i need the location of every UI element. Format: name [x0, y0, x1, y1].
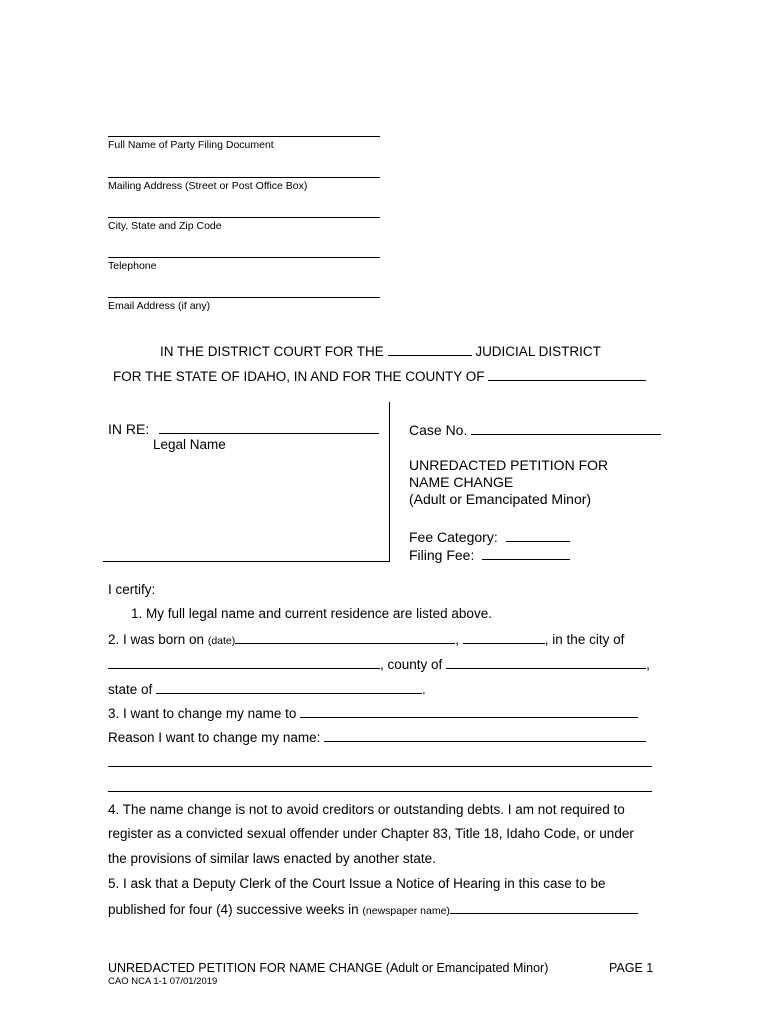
birth-date-blank[interactable]	[235, 630, 455, 644]
court-line1-end: JUDICIAL DISTRICT	[475, 344, 601, 359]
caption-divider	[389, 402, 390, 562]
telephone-label: Telephone	[108, 260, 157, 272]
certify-label: I certify:	[108, 582, 156, 597]
fee-category-blank[interactable]	[506, 528, 570, 542]
full-name-label: Full Name of Party Filing Document	[108, 139, 274, 151]
filing-fee-blank[interactable]	[482, 546, 570, 560]
legal-name-label: Legal Name	[153, 437, 226, 452]
item-2-line2: , county of ,	[108, 655, 650, 672]
court-line2-text: FOR THE STATE OF IDAHO, IN AND FOR THE COUNTY OF	[113, 369, 485, 384]
email-label: Email Address (if any)	[108, 300, 211, 312]
item-4-line3: the provisions of similar laws enacted by another state.	[108, 851, 436, 866]
full-name-line[interactable]	[108, 136, 380, 137]
reason-blank-2[interactable]	[108, 766, 652, 767]
case-no-row	[409, 421, 661, 438]
city-state-zip-label: City, State and Zip Code	[108, 220, 222, 232]
new-name-blank[interactable]	[300, 704, 638, 718]
item-5-line2	[108, 900, 638, 917]
court-heading-line1	[160, 342, 601, 359]
page-number: PAGE 1	[609, 961, 654, 975]
case-no-blank[interactable]	[471, 421, 661, 435]
in-re-row	[108, 420, 379, 437]
telephone-line[interactable]	[108, 257, 380, 258]
petition-title-line1: UNREDACTED PETITION FOR	[409, 457, 609, 473]
state-of-label: state of	[108, 682, 153, 697]
item-4-line2: register as a convicted sexual offender under Chapter 83, Title 18, Idaho Code, or under	[108, 826, 634, 841]
item-2-line1: 2. I was born on (date) , , in the city of	[108, 632, 625, 647]
birth-city-blank[interactable]	[108, 655, 380, 669]
in-re-name-blank[interactable]	[159, 420, 379, 434]
city-state-zip-line[interactable]	[108, 217, 380, 218]
court-line1-start: IN THE DISTRICT COURT FOR THE	[160, 344, 384, 359]
county-of-label: county of	[387, 657, 443, 672]
petition-title-line3: (Adult or Emancipated Minor)	[409, 491, 592, 507]
reason-label: Reason I want to change my name:	[108, 730, 321, 745]
item-5-line1: 5. I ask that a Deputy Clerk of the Court Issue a Notice of Hearing in this case to be	[108, 876, 606, 891]
item-3	[108, 704, 638, 721]
item-2-start: 2. I was born on	[108, 632, 205, 647]
footer-title: UNREDACTED PETITION FOR NAME CHANGE (Adult or Emancipated Minor)	[108, 961, 549, 975]
fee-category-row	[409, 528, 570, 545]
form-code: CAO NCA 1-1 07/01/2019	[108, 976, 218, 987]
item-2-line3: state of .	[108, 682, 426, 697]
birth-county-blank[interactable]	[446, 655, 646, 669]
item-5-text: published for four (4) successive weeks in	[108, 902, 359, 917]
filing-fee-label: Filing Fee:	[409, 547, 475, 563]
birth-year-blank[interactable]	[463, 630, 545, 644]
item-1: 1. My full legal name and current residence are listed above.	[131, 606, 492, 621]
filing-fee-row	[409, 546, 570, 563]
item-3-text: 3. I want to change my name to	[108, 706, 297, 721]
item-4-line1: 4. The name change is not to avoid creditors or outstanding debts. I am not required to	[108, 802, 625, 817]
reason-row	[108, 728, 646, 745]
in-re-label: IN RE:	[108, 421, 150, 437]
newspaper-hint: (newspaper name)	[362, 905, 450, 917]
reason-blank-3[interactable]	[108, 791, 652, 792]
item-2-date-hint: (date)	[207, 635, 236, 647]
mailing-address-line[interactable]	[108, 177, 380, 178]
newspaper-blank[interactable]	[450, 900, 638, 914]
county-blank[interactable]	[488, 367, 646, 381]
mailing-address-label: Mailing Address (Street or Post Office Box)	[108, 180, 308, 192]
birth-state-blank[interactable]	[156, 680, 422, 694]
petition-title-line2: NAME CHANGE	[409, 474, 514, 490]
city-of-label: in the city of	[552, 632, 625, 647]
case-no-label: Case No.	[409, 422, 468, 438]
reason-blank-1[interactable]	[324, 728, 646, 742]
fee-category-label: Fee Category:	[409, 529, 498, 545]
judicial-district-blank[interactable]	[388, 342, 472, 356]
caption-bottom-line	[103, 561, 390, 562]
court-heading-line2	[113, 367, 646, 384]
email-line[interactable]	[108, 297, 380, 298]
